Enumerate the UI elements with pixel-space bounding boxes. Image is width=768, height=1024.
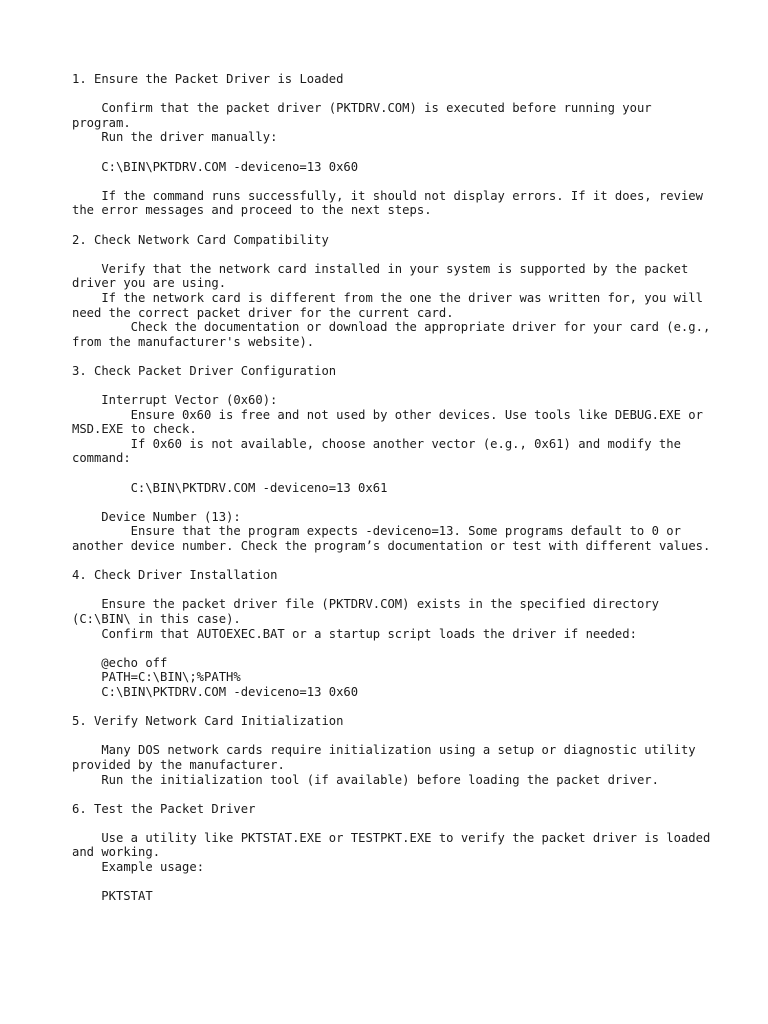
- code-line: PKTSTAT: [101, 889, 153, 904]
- section-2-heading: 2. Check Network Card Compatibility: [72, 232, 329, 247]
- section-1-paragraph: Run the driver manually:: [101, 130, 278, 145]
- section-6-paragraph: Use a utility like PKTSTAT.EXE or TESTPKT.EXE to verify the packet driver is loaded and working.: [72, 830, 718, 860]
- section-4-heading: 4. Check Driver Installation: [72, 568, 278, 583]
- section-4-paragraph: Confirm that AUTOEXEC.BAT or a startup script loads the driver if needed:: [101, 626, 637, 641]
- section-5-heading: 5. Verify Network Card Initialization: [72, 714, 344, 729]
- section-3-subheading: Interrupt Vector (0x60):: [101, 393, 278, 408]
- code-line: C:\BIN\PKTDRV.COM -deviceno=13 0x60: [101, 684, 359, 699]
- document-page: [72, 72, 718, 904]
- section-3-subheading: Device Number (13):: [101, 509, 241, 524]
- section-5-paragraph: Run the initialization tool (if available) before loading the packet driver.: [101, 772, 659, 787]
- section-5-paragraph: Many DOS network cards require initialization using a setup or diagnostic utility provided by the manufacturer.: [72, 743, 703, 772]
- section-1-heading: 1. Ensure the Packet Driver is Loaded: [72, 72, 344, 86]
- section-4-paragraph: Ensure the packet driver file (PKTDRV.COM) exists in the specified directory (C:\BIN\ in this case).: [72, 597, 667, 626]
- section-3-paragraph: If 0x60 is not available, choose another vector (e.g., 0x61) and modify the command:: [72, 436, 689, 466]
- section-2-paragraph: Verify that the network card installed in your system is supported by the packet driver you are using.: [72, 261, 696, 291]
- section-6-heading: 6. Test the Packet Driver: [72, 801, 256, 816]
- section-1-paragraph: If the command runs successfully, it should not display errors. If it does, review the error messages and proceed to the next steps.: [72, 188, 711, 218]
- code-line: C:\BIN\PKTDRV.COM -deviceno=13 0x61: [130, 480, 388, 495]
- section-2-paragraph: Check the documentation or download the appropriate driver for your card (e.g., from the manufacturer's website).: [72, 320, 718, 349]
- section-1-paragraph: Confirm that the packet driver (PKTDRV.COM) is executed before running your program.: [72, 101, 659, 130]
- section-3-paragraph: Ensure that the program expects -deviceno=13. Some programs default to 0 or another device number. Check the program’s documentation or test with different values.: [72, 524, 711, 553]
- code-line: PATH=C:\BIN\;%PATH%: [101, 670, 241, 685]
- code-line: @echo off: [101, 655, 168, 670]
- section-6-paragraph: Example usage:: [101, 860, 205, 875]
- section-2-paragraph: If the network card is different from the one the driver was written for, you will need the correct packet driver for the current card.: [72, 290, 711, 320]
- section-3-paragraph: Ensure 0x60 is free and not used by other devices. Use tools like DEBUG.EXE or MSD.EXE to check.: [72, 407, 711, 437]
- code-line: C:\BIN\PKTDRV.COM -deviceno=13 0x60: [101, 159, 359, 174]
- section-3-heading: 3. Check Packet Driver Configuration: [72, 363, 337, 378]
